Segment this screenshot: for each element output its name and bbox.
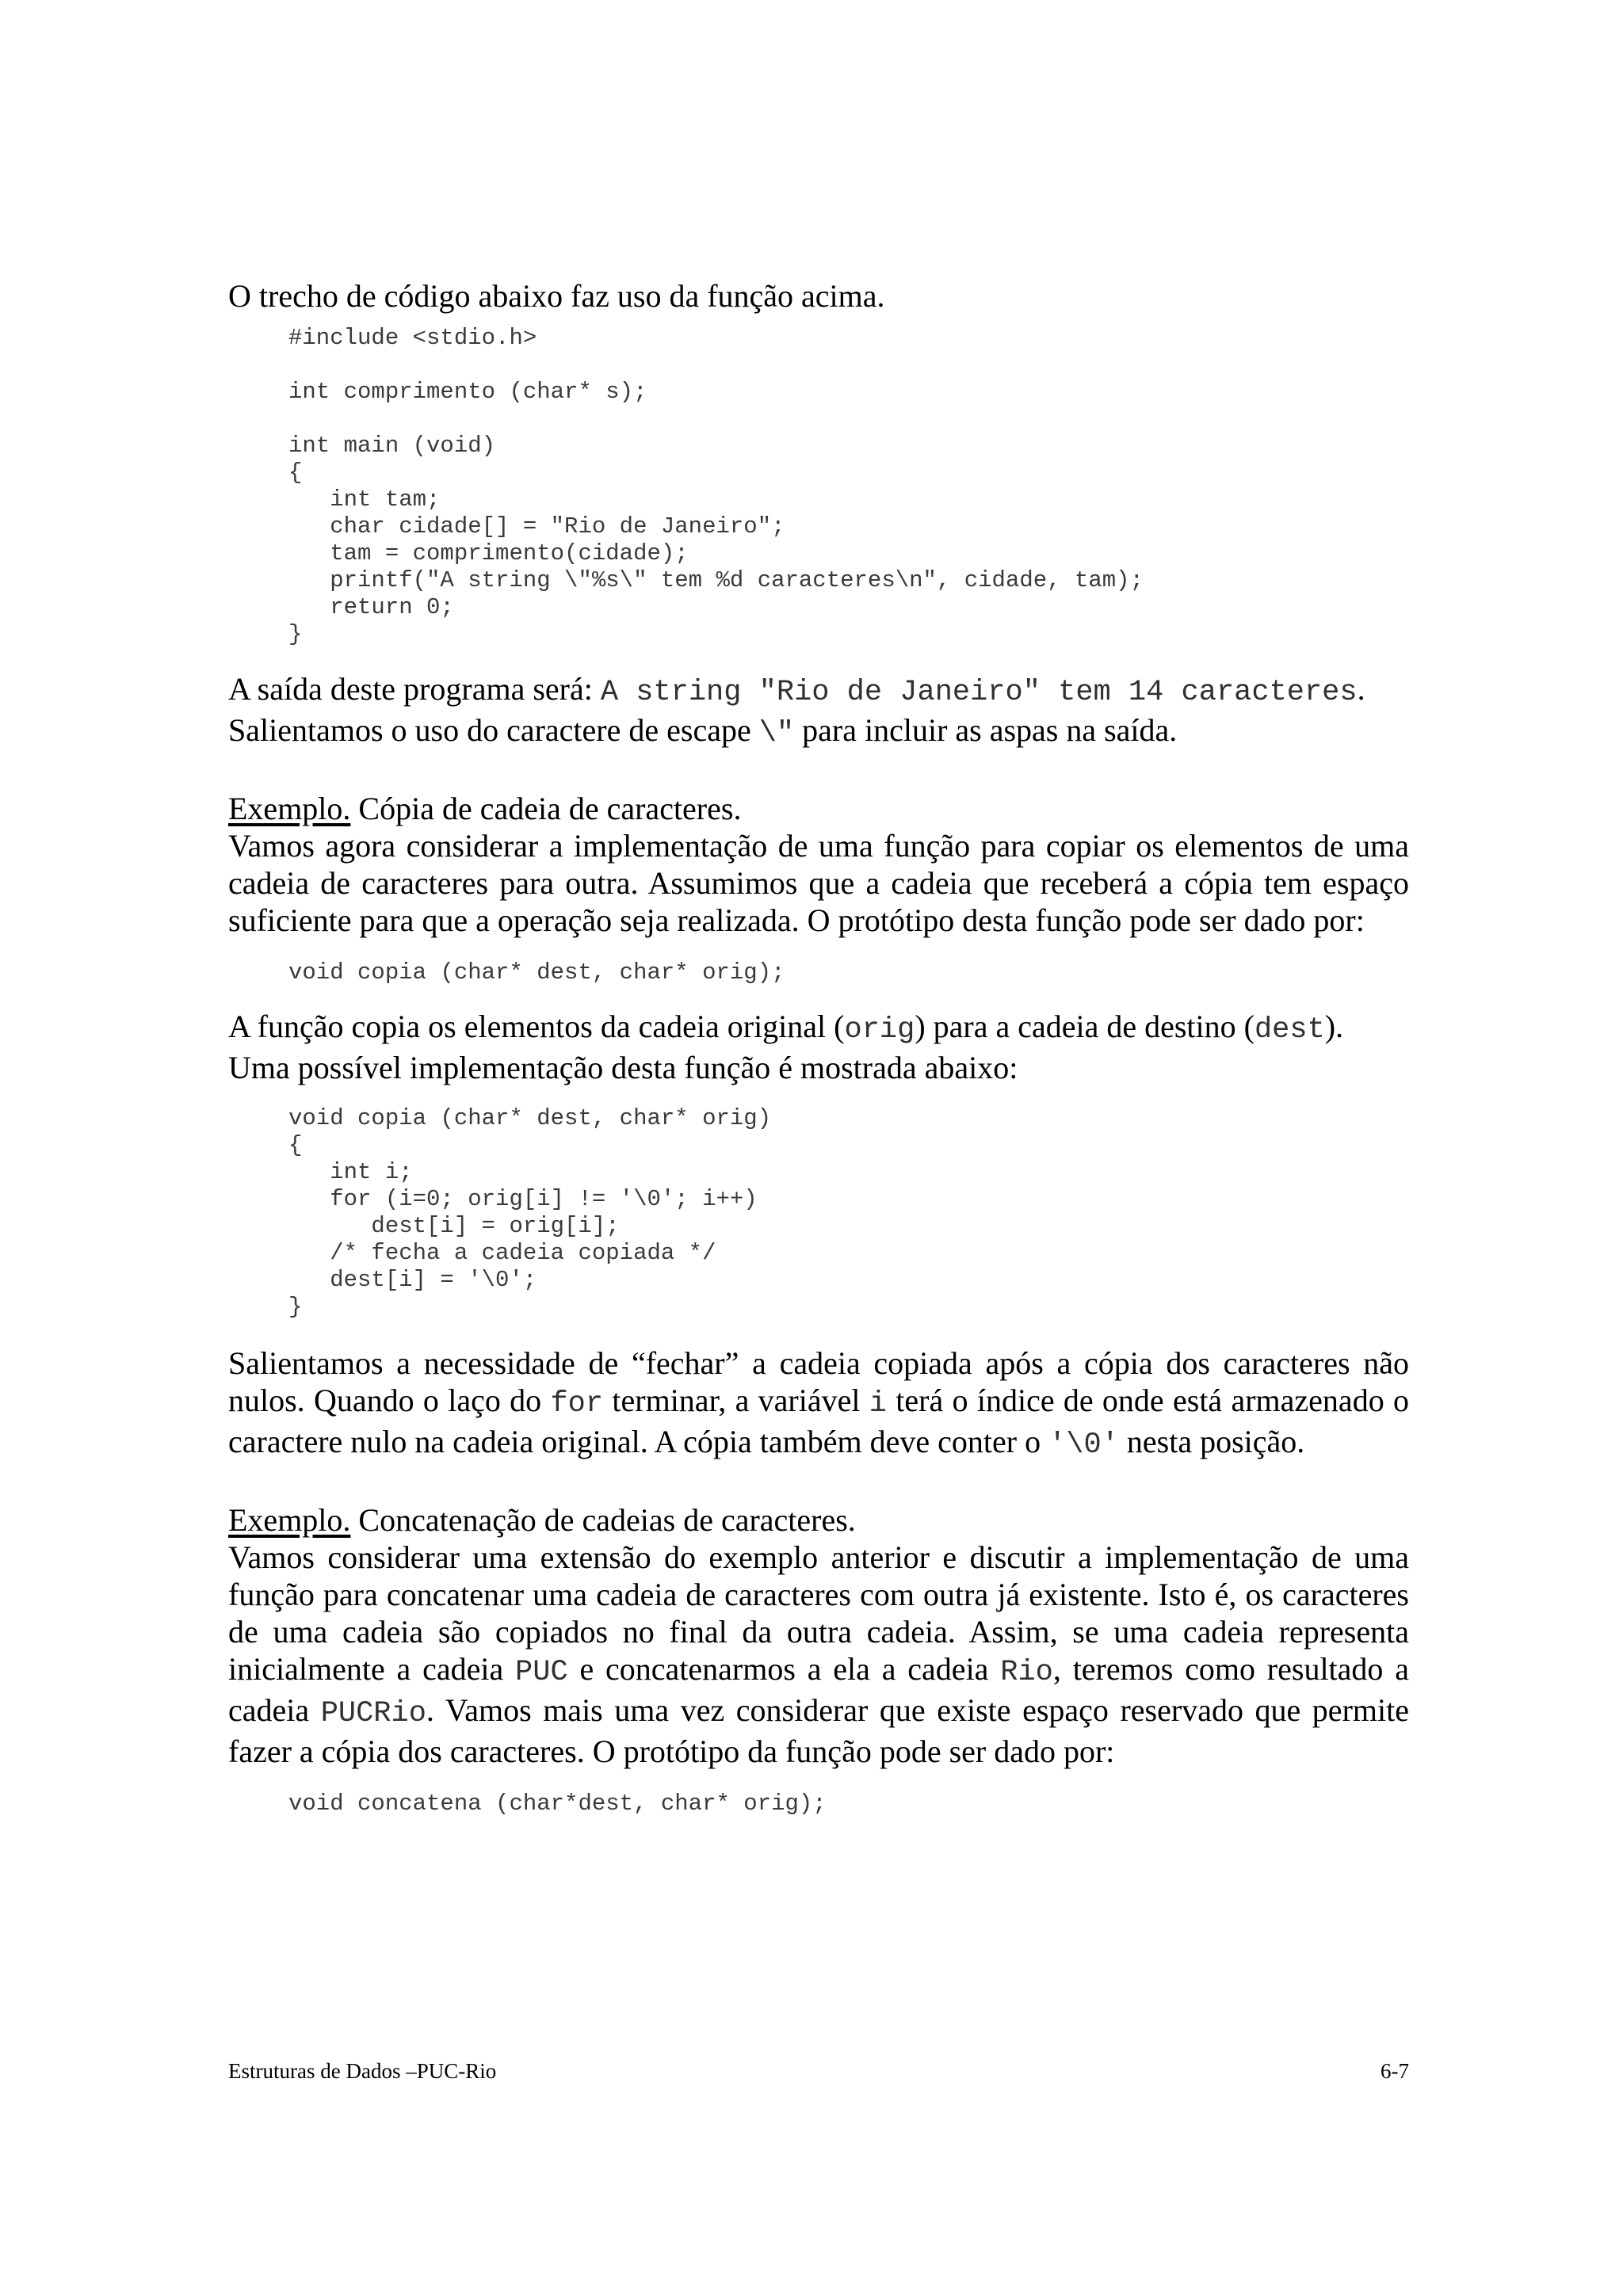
concatena-text-4: . Vamos mais uma vez considerar que existe espaço reservado que permite fazer a cópia dos caracteres. O protótipo da função pode ser dado por: [228, 1692, 1409, 1769]
example-copia-heading [228, 790, 1409, 827]
for-keyword: for [550, 1387, 604, 1421]
fechar-text-4: nesta posição. [1118, 1424, 1305, 1459]
i-variable: i [869, 1387, 887, 1421]
output-paragraph [228, 670, 1409, 753]
copia-text-2: ) para a cadeia de destino ( [915, 1009, 1254, 1044]
copia-text-1: A função copia os elementos da cadeia original ( [228, 1009, 845, 1044]
null-char-literal: '\0' [1048, 1428, 1119, 1462]
output-line-1 [228, 670, 1409, 711]
orig-identifier: orig [844, 1013, 915, 1047]
copia-description-line-2: Uma possível implementação desta função é mostrada abaixo: [228, 1050, 1018, 1085]
output-text-2: . [1357, 671, 1365, 707]
concatena-text-1: Vamos considerar uma extensão do exemplo anterior e discutir a implementação de uma função para concatenar uma cadeia de caracteres com outra já existente. Isto é, os caracteres de uma cadeia são copiados no final da outra cadeia. Assim, se uma cadeia representa inicialmente a cadeia [228, 1539, 1409, 1687]
page-content [228, 277, 1409, 1817]
intro-paragraph: O trecho de código abaixo faz uso da função acima. [228, 278, 885, 314]
footer-title: Estruturas de Dados –PUC-Rio [228, 2059, 497, 2083]
rio-literal: Rio [1000, 1656, 1053, 1689]
example-label: Exemplo. [228, 1502, 351, 1538]
example-title: Concatenação de cadeias de caracteres. [350, 1502, 856, 1538]
copia-description-paragraph [228, 1008, 1409, 1086]
output-text-1: A saída deste programa será: [228, 671, 601, 707]
example-concatena-heading [228, 1501, 1409, 1539]
concatena-text-3: , teremos como resultado a cadeia [228, 1651, 1409, 1728]
dest-identifier: dest [1254, 1013, 1325, 1047]
output-program-text: A string "Rio de Janeiro" tem 14 caracteres [600, 676, 1358, 709]
output-text-4: para incluir as aspas na saída. [794, 712, 1178, 748]
code-block-copia-impl: void copia (char* dest, char* orig) { int i; for (i=0; orig[i] != '\0'; i++) dest[i] = orig[i]; /* fecha a cadeia copiada */ dest[i] = '\0'; } [288, 1105, 772, 1320]
fechar-paragraph [228, 1344, 1409, 1464]
example-concatena-paragraph [228, 1501, 1409, 1770]
output-line-2 [228, 711, 1409, 753]
code-block-prototype-copia: void copia (char* dest, char* orig); [288, 959, 785, 986]
code-block-main: #include <stdio.h> int comprimento (char* s); int main (void) { int tam; char cidade[] = "Rio de Janeiro"; tam = comprimento(cidade); printf("A string \"%s\" tem %d caracteres\n", cidade, tam); return 0; } [288, 325, 1144, 647]
code-block-prototype-concatena: void concatena (char*dest, char* orig); [288, 1791, 827, 1817]
output-text-3: Salientamos o uso do caractere de escape [228, 712, 759, 748]
copia-description-line-1 [228, 1008, 1409, 1049]
fechar-text-1: Salientamos a necessidade de “fechar” a cadeia copiada após a cópia dos caracteres não nulos. Quando o laço do [228, 1345, 1409, 1418]
example-label: Exemplo. [228, 791, 351, 826]
example-copia-paragraph [228, 790, 1409, 939]
page-footer [228, 2058, 1409, 2084]
example-title: Cópia de cadeia de caracteres. [350, 791, 742, 826]
puc-literal: PUC [515, 1656, 568, 1689]
page-number: 6-7 [1381, 2059, 1409, 2083]
pucrio-literal: PUCRio [320, 1697, 426, 1730]
copia-text-3: ). [1324, 1009, 1344, 1044]
concatena-text-2: e concatenarmos a ela a cadeia [567, 1651, 1001, 1687]
fechar-text-2: terminar, a variável [603, 1383, 869, 1418]
fechar-text-3: terá o índice de onde está armazenado o caractere nulo na cadeia original. A cópia também deve conter o [228, 1383, 1409, 1459]
escape-sequence: \" [758, 717, 795, 750]
example-copia-text: Vamos agora considerar a implementação de uma função para copiar os elementos de uma cadeia de caracteres para outra. Assumimos que a cadeia que receberá a cópia tem espaço suficiente para que a operação seja realizada. O protótipo desta função pode ser dado por: [228, 828, 1409, 938]
